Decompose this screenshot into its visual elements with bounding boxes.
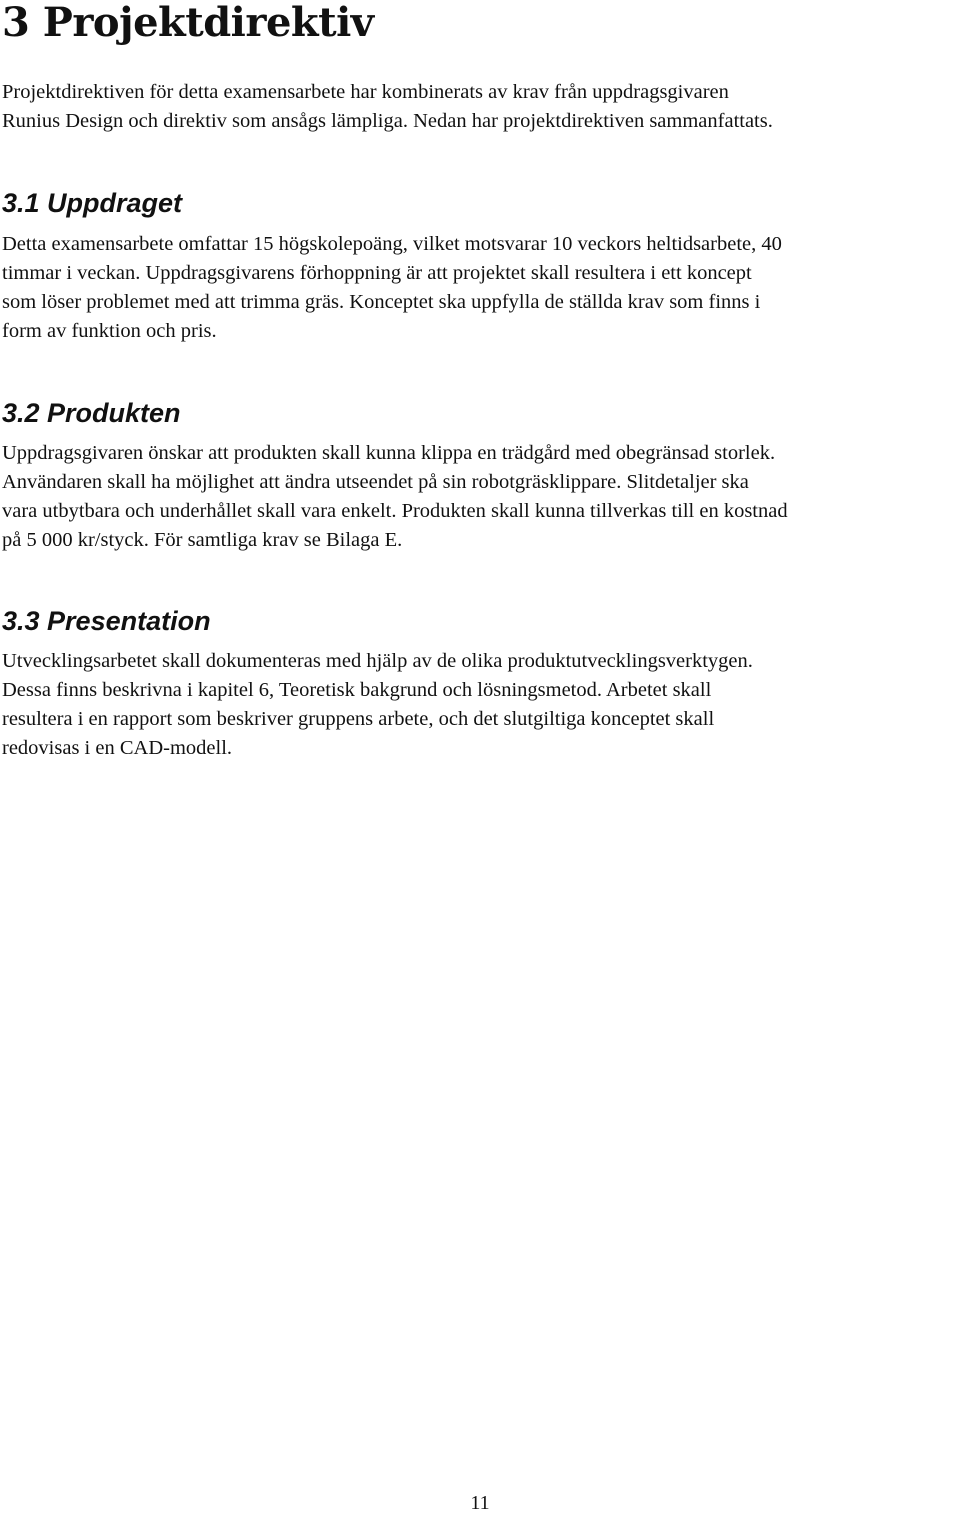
paragraph-line: redovisas i en CAD-modell. (2, 737, 233, 759)
page-number: 11 (470, 1492, 490, 1514)
paragraph-line: Projektdirektiven för detta examensarbete har kombinerats av krav från uppdragsgivaren (2, 81, 729, 103)
paragraph-line: Dessa finns beskrivna i kapitel 6, Teoretisk bakgrund och lösningsmetod. Arbetet skall (2, 679, 712, 701)
paragraph-line: resultera i en rapport som beskriver gruppens arbete, och det slutgiltiga konceptet skall (2, 708, 715, 730)
paragraph-line: som löser problemet med att trimma gräs. Konceptet ska uppfylla de ställda krav som finns i (2, 291, 761, 313)
section-heading-uppdraget: 3.1 Uppdraget (2, 188, 183, 218)
paragraph-line: Användaren skall ha möjlighet att ändra utseendet på sin robotgräsklippare. Slitdetaljer ska (2, 471, 749, 493)
paragraph-line: Runius Design och direktiv som ansågs lämpliga. Nedan har projektdirektiven sammanfattats. (2, 110, 773, 132)
section-heading-presentation: 3.3 Presentation (2, 606, 211, 636)
chapter-heading: 3 Projektdirektiv (2, 0, 374, 46)
paragraph-line: form av funktion och pris. (2, 320, 217, 342)
section-heading-produkten: 3.2 Produkten (2, 398, 181, 428)
section-paragraph-presentation (2, 647, 960, 763)
paragraph-line: Uppdragsgivaren önskar att produkten skall kunna klippa en trädgård med obegränsad storlek. (2, 442, 776, 464)
paragraph-line: Detta examensarbete omfattar 15 högskolepoäng, vilket motsvarar 10 veckors heltidsarbete, 40 (2, 233, 782, 255)
chapter-intro-paragraph (2, 78, 960, 136)
paragraph-line: på 5 000 kr/styck. För samtliga krav se Bilaga E. (2, 529, 403, 551)
section-paragraph-produkten (2, 439, 960, 555)
section-paragraph-uppdraget (2, 230, 960, 346)
paragraph-line: vara utbytbara och underhållet skall vara enkelt. Produkten skall kunna tillverkas till en kostnad (2, 500, 788, 522)
paragraph-line: Utvecklingsarbetet skall dokumenteras med hjälp av de olika produktutvecklingsverktygen. (2, 650, 753, 672)
paragraph-line: timmar i veckan. Uppdragsgivarens förhoppning är att projektet skall resultera i ett koncept (2, 262, 752, 284)
